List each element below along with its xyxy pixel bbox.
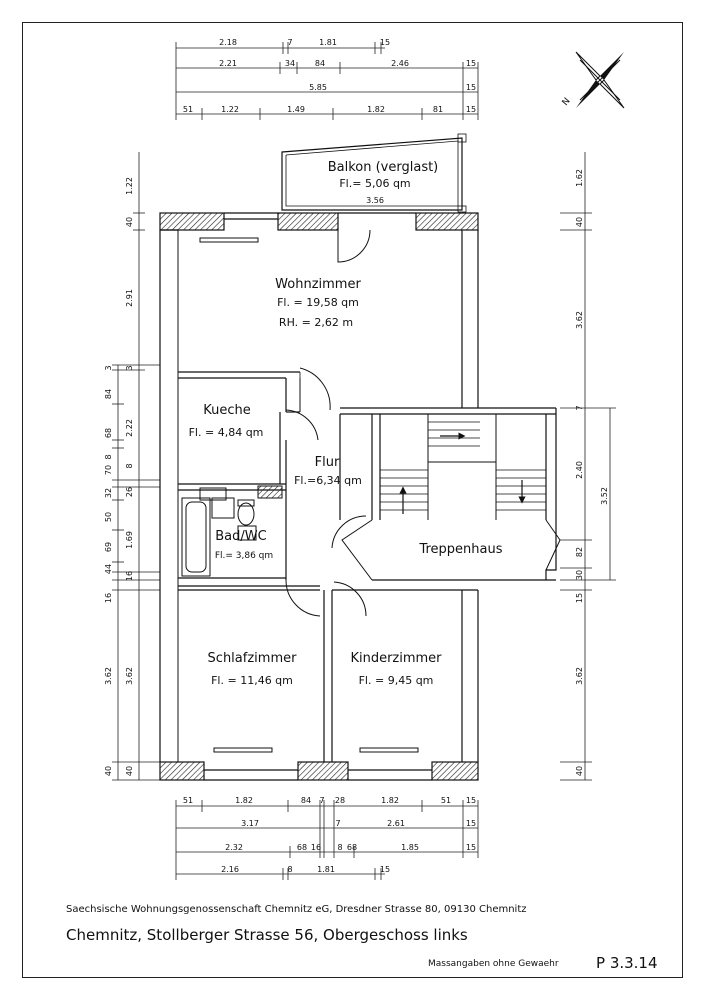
room-area-bad: Fl.= 3,86 qm <box>214 551 274 561</box>
right-dimensions <box>560 152 616 780</box>
company-line: Saechsische Wohnungsgenossenschaft Chemnitz eG, Dresdner Strasse 80, 09130 Chemnitz <box>66 904 527 915</box>
address-title: Chemnitz, Stollberger Strasse 56, Obergeschoss links <box>66 926 468 944</box>
dim-label: 1.81 <box>319 38 337 47</box>
dim-label: 3.62 <box>125 667 134 685</box>
dim-label: 1.85 <box>401 843 419 852</box>
dim-label: 15 <box>465 83 477 92</box>
dim-label: 15 <box>465 819 477 828</box>
room-name-kueche: Kueche <box>203 403 251 418</box>
dim-label: 1.81 <box>317 865 335 874</box>
dim-label: 1.82 <box>367 105 385 114</box>
dim-label: 7 <box>287 38 293 47</box>
walls <box>160 213 560 780</box>
dim-label: 3.62 <box>104 667 113 685</box>
dim-label: 8 <box>125 463 134 469</box>
dim-label: 2.18 <box>219 38 237 47</box>
dim-label: 15 <box>379 865 391 874</box>
dim-label: 2.21 <box>219 59 237 68</box>
dim-label: 1.22 <box>221 105 239 114</box>
room-area-wohnzimmer: Fl. = 19,58 qm <box>277 296 359 309</box>
balkon-width: 3.56 <box>366 196 384 205</box>
room-area-schlafzimmer: Fl. = 11,46 qm <box>211 674 293 687</box>
room-area-flur: Fl.=6,34 qm <box>294 474 362 487</box>
dim-label: 15 <box>465 105 477 114</box>
dim-label: 44 <box>104 563 113 575</box>
dim-label: 1.69 <box>125 531 134 549</box>
dim-label: 70 <box>104 464 113 476</box>
dim-label: 84 <box>104 388 113 400</box>
room-area-kinderzimmer: Fl. = 9,45 qm <box>358 674 434 687</box>
dim-label: 30 <box>575 569 584 581</box>
dim-label: 15 <box>575 592 584 604</box>
room-name-balkon: Balkon (verglast) <box>327 160 439 175</box>
stairs <box>380 414 546 520</box>
dim-label: 51 <box>440 796 452 805</box>
dim-label: 2.22 <box>125 419 134 437</box>
dim-label: 1.49 <box>287 105 305 114</box>
dim-label: 1.22 <box>125 177 134 195</box>
dim-label: 1.62 <box>575 169 584 187</box>
dim-label: 68 <box>104 427 113 439</box>
room-name-kinderzimmer: Kinderzimmer <box>350 651 442 666</box>
dim-label: 15 <box>465 843 477 852</box>
dim-label: 68 <box>296 843 308 852</box>
dim-label: 2.16 <box>221 865 239 874</box>
right-dimension-labels <box>575 169 609 776</box>
dim-label: 5.85 <box>309 83 327 92</box>
north-label: N <box>560 96 573 108</box>
dim-label: 7 <box>319 796 325 805</box>
dim-label: 15 <box>465 796 477 805</box>
room-name-flur: Flur <box>314 455 340 470</box>
dim-label: 8 <box>287 865 293 874</box>
plan-id: P 3.3.14 <box>596 954 658 972</box>
dim-label: 82 <box>575 546 584 558</box>
dim-label: 8 <box>337 843 343 852</box>
dim-label: 3 <box>104 365 113 371</box>
dim-label: 16 <box>310 843 322 852</box>
room-name-wohnzimmer: Wohnzimmer <box>275 277 361 292</box>
dim-label: 51 <box>182 796 194 805</box>
dim-label: 28 <box>334 796 346 805</box>
dim-label: 1.82 <box>381 796 399 805</box>
room-name-schlafzimmer: Schlafzimmer <box>207 651 297 666</box>
dim-label: 81 <box>432 105 444 114</box>
dim-label: 40 <box>575 216 584 228</box>
dim-label: 2.46 <box>391 59 409 68</box>
dim-label: 15 <box>379 38 391 47</box>
dim-label: 84 <box>300 796 312 805</box>
dim-label: 34 <box>284 59 296 68</box>
dim-label: 3.62 <box>575 311 584 329</box>
top-dimension-labels <box>183 38 476 114</box>
dim-label: 16 <box>125 570 134 582</box>
dim-label: 2.61 <box>387 819 405 828</box>
dim-label: 7 <box>575 405 584 411</box>
room-height-wohnzimmer: RH. = 2,62 m <box>278 316 354 329</box>
dim-label: 40 <box>575 765 584 777</box>
dim-label: 69 <box>104 541 113 553</box>
room-labels <box>189 277 503 687</box>
dim-label: 3.17 <box>241 819 259 828</box>
room-name-treppenhaus: Treppenhaus <box>419 542 503 557</box>
left-dimensions <box>112 152 160 780</box>
dim-label: 40 <box>125 765 134 777</box>
dim-label: 2.32 <box>225 843 243 852</box>
dim-label: 8 <box>104 454 113 460</box>
dim-label: 32 <box>104 487 113 499</box>
dim-label: 1.82 <box>235 796 253 805</box>
dim-label: 68 <box>346 843 358 852</box>
room-area-balkon: Fl.= 5,06 qm <box>339 177 411 190</box>
dim-label: 26 <box>125 486 134 498</box>
left-dimension-labels <box>104 177 134 776</box>
room-name-bad: Bad/WC <box>215 529 267 544</box>
dim-label: 2.40 <box>575 461 584 479</box>
dim-label: 3 <box>125 365 134 371</box>
dim-label: 84 <box>314 59 326 68</box>
dim-label: 16 <box>104 592 113 604</box>
dim-label: 15 <box>465 59 477 68</box>
compass-icon <box>561 52 624 108</box>
dim-label: 50 <box>104 511 113 523</box>
dim-label: 3.62 <box>575 667 584 685</box>
dim-label: 3.52 <box>600 487 609 505</box>
dim-label: 7 <box>335 819 341 828</box>
room-area-kueche: Fl. = 4,84 qm <box>188 426 264 439</box>
dim-label: 2.91 <box>125 289 134 307</box>
dim-label: 51 <box>182 105 194 114</box>
bottom-dimension-labels <box>183 796 476 874</box>
balcony <box>282 134 466 212</box>
dim-label: 40 <box>104 765 113 777</box>
dim-label: 40 <box>125 216 134 228</box>
disclaimer: Massangaben ohne Gewaehr <box>428 959 559 969</box>
